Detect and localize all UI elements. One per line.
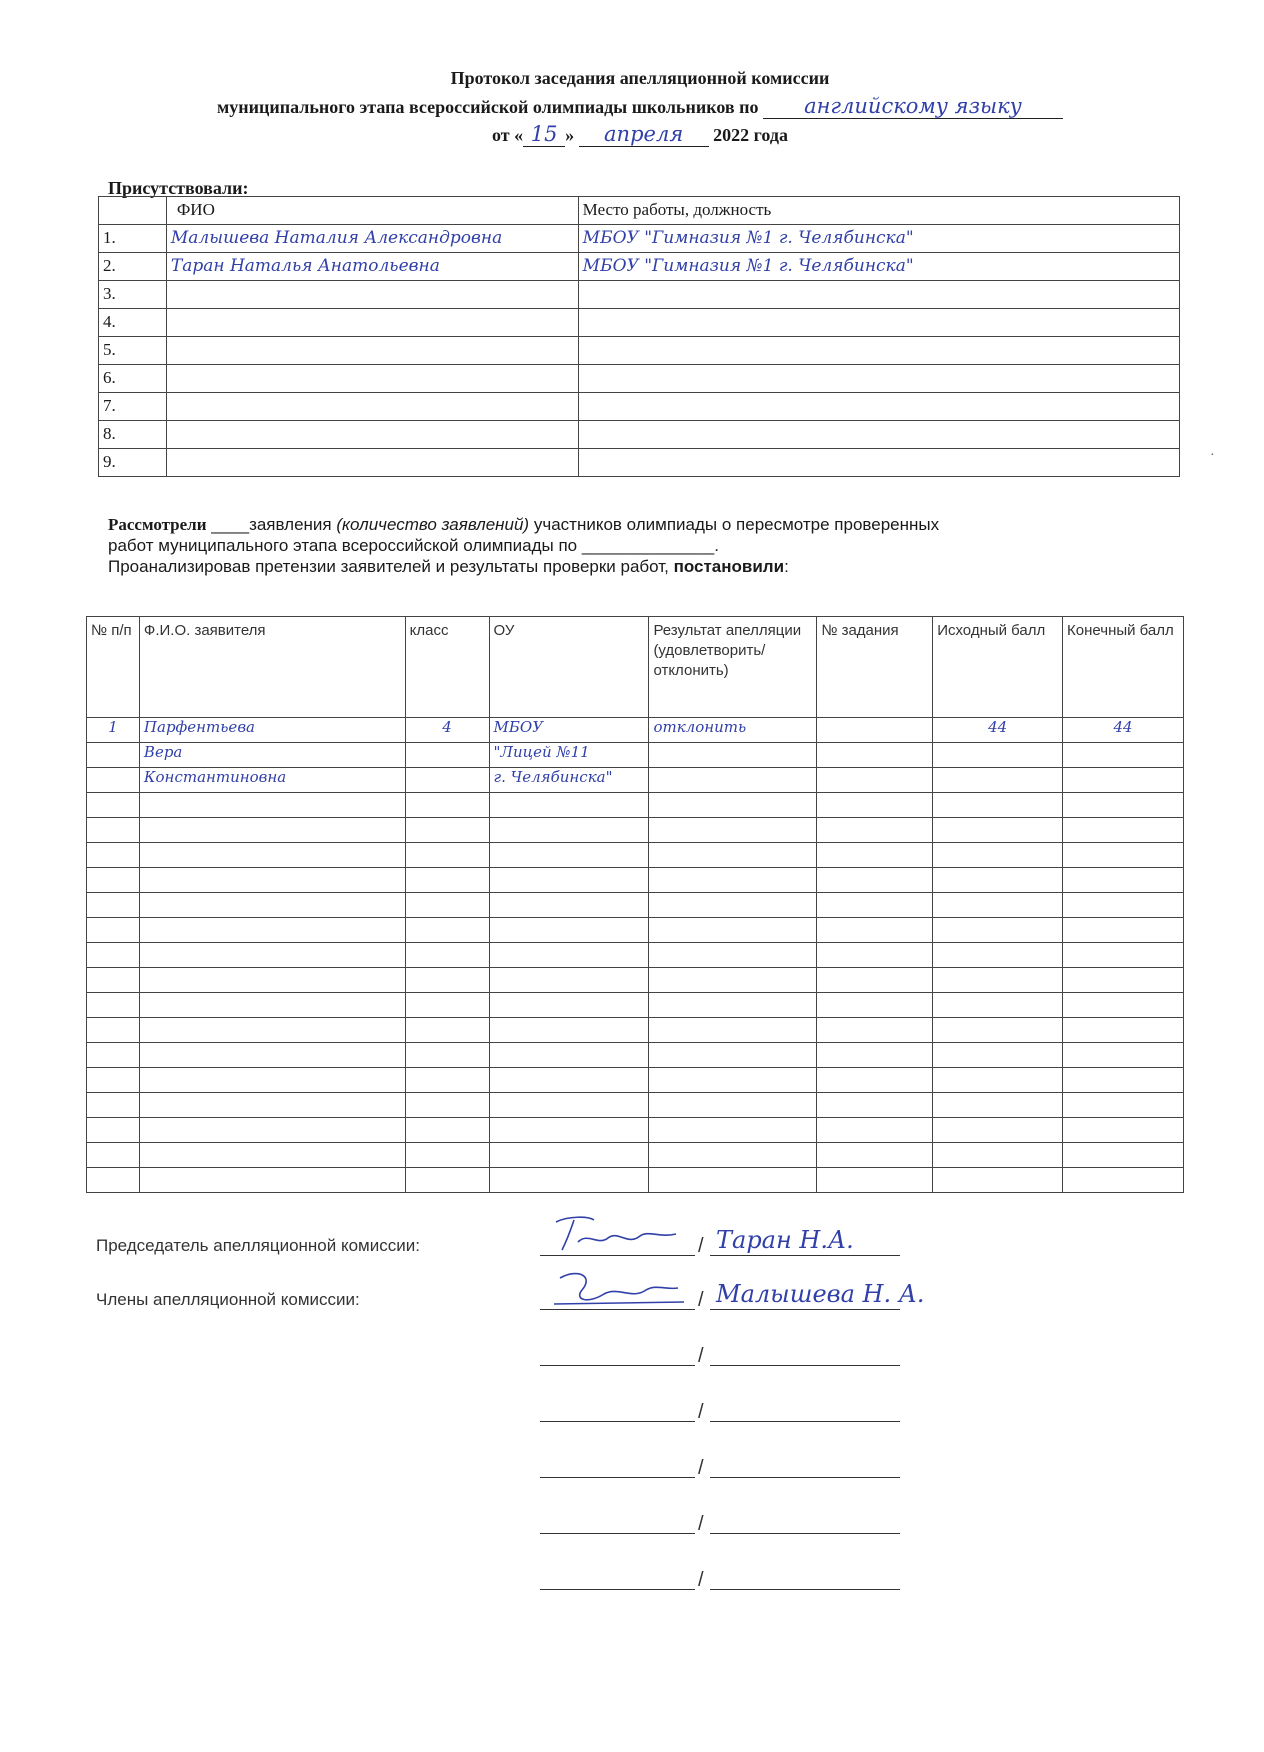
signature-separator: / — [698, 1513, 704, 1535]
appeals-cell — [489, 843, 649, 868]
chair-label: Председатель апелляционной комиссии: — [96, 1236, 420, 1255]
appeals-cell — [649, 1093, 817, 1118]
appeals-cell — [817, 1068, 933, 1093]
appeals-cell — [139, 1043, 405, 1068]
appeals-cell — [87, 1143, 140, 1168]
appeals-cell — [817, 1168, 933, 1193]
appeals-cell — [1063, 1093, 1184, 1118]
appeals-cell — [87, 768, 140, 793]
appeals-cell — [405, 868, 489, 893]
appeals-cell — [817, 743, 933, 768]
name-blank — [710, 1533, 900, 1534]
signature-separator: / — [698, 1569, 704, 1591]
present-row-work — [578, 281, 1179, 309]
present-row — [99, 421, 1180, 449]
appeals-cell — [87, 893, 140, 918]
appeals-cell — [649, 943, 817, 968]
present-row-work — [578, 421, 1179, 449]
appeals-header-cell: ОУ — [489, 617, 649, 718]
appeals-cell — [139, 793, 405, 818]
appeals-cell — [87, 1018, 140, 1043]
present-row-fio — [166, 281, 578, 309]
appeals-cell — [405, 1068, 489, 1093]
appeals-cell — [817, 893, 933, 918]
appeals-cell — [87, 793, 140, 818]
present-row-work — [578, 337, 1179, 365]
appeals-cell — [933, 943, 1063, 968]
appeals-cell — [649, 1043, 817, 1068]
signature-separator: / — [698, 1235, 704, 1257]
appeals-row — [87, 743, 1184, 768]
appeals-cell — [933, 1018, 1063, 1043]
appeals-cell — [933, 1068, 1063, 1093]
signature-line — [540, 1226, 900, 1256]
appeals-cell — [139, 868, 405, 893]
appeals-cell — [139, 893, 405, 918]
appeals-cell — [817, 1143, 933, 1168]
appeals-cell — [649, 868, 817, 893]
appeals-cell — [649, 743, 817, 768]
appeals-cell — [405, 893, 489, 918]
name-blank — [710, 1589, 900, 1590]
appeals-cell — [1063, 1118, 1184, 1143]
appeals-cell — [405, 1143, 489, 1168]
appeals-cell — [489, 993, 649, 1018]
appeals-row — [87, 818, 1184, 843]
appeals-cell — [489, 1143, 649, 1168]
appeals-cell — [1063, 918, 1184, 943]
appeals-cell — [817, 1043, 933, 1068]
appeals-cell — [405, 793, 489, 818]
appeals-row — [87, 768, 1184, 793]
signature-separator: / — [698, 1289, 704, 1311]
present-row-work — [578, 309, 1179, 337]
appeals-cell — [1063, 1143, 1184, 1168]
appeals-cell — [139, 993, 405, 1018]
appeals-cell — [405, 968, 489, 993]
present-row-number: 3. — [99, 281, 167, 309]
appeals-cell — [87, 1168, 140, 1193]
appeals-cell — [87, 968, 140, 993]
present-row — [99, 365, 1180, 393]
appeals-row — [87, 1118, 1184, 1143]
appeals-cell — [817, 943, 933, 968]
appeals-row — [87, 1018, 1184, 1043]
appeals-header-cell: Ф.И.О. заявителя — [139, 617, 405, 718]
name-blank — [710, 1421, 900, 1422]
appeals-row — [87, 993, 1184, 1018]
appeals-cell — [489, 1118, 649, 1143]
signature-separator: / — [698, 1401, 704, 1423]
appeals-cell — [1063, 793, 1184, 818]
name-blank — [710, 1309, 900, 1310]
appeals-cell — [489, 918, 649, 943]
appeals-cell — [649, 1018, 817, 1043]
appeals-cell — [817, 968, 933, 993]
present-row — [99, 281, 1180, 309]
name-blank — [710, 1365, 900, 1366]
appeals-cell — [933, 918, 1063, 943]
appeals-cell — [87, 943, 140, 968]
appeals-cell — [933, 868, 1063, 893]
appeals-cell — [649, 893, 817, 918]
appeals-cell — [1063, 743, 1184, 768]
appeals-cell — [649, 993, 817, 1018]
present-row-number: 4. — [99, 309, 167, 337]
present-row-work — [578, 393, 1179, 421]
appeals-cell — [405, 1118, 489, 1143]
appeals-cell — [139, 1118, 405, 1143]
appeals-cell — [1063, 943, 1184, 968]
appeals-cell — [87, 1118, 140, 1143]
appeals-header-cell: Результат апелляции (удовлетворить/ отклонить) — [649, 617, 817, 718]
appeals-header-cell: № задания — [817, 617, 933, 718]
appeals-header-cell: Исходный балл — [933, 617, 1063, 718]
handwritten-signature — [548, 1266, 688, 1310]
present-header-work: Место работы, должность — [578, 197, 1179, 225]
appeals-cell — [649, 1068, 817, 1093]
name-blank — [710, 1477, 900, 1478]
signature-blank — [540, 1533, 695, 1534]
appeals-header-cell: № п/п — [87, 617, 140, 718]
appeals-cell — [817, 768, 933, 793]
present-header-num — [99, 197, 167, 225]
appeals-cell — [933, 1118, 1063, 1143]
appeals-cell — [1063, 1018, 1184, 1043]
present-row-fio — [166, 449, 578, 477]
signature-line — [540, 1504, 900, 1534]
appeals-cell — [933, 768, 1063, 793]
appeals-cell: МБОУ — [489, 718, 649, 743]
appeals-cell: г. Челябинска" — [489, 768, 649, 793]
appeals-cell — [87, 843, 140, 868]
appeals-cell — [933, 843, 1063, 868]
appeals-header-cell: класс — [405, 617, 489, 718]
appeals-cell — [649, 793, 817, 818]
appeals-cell: 44 — [933, 718, 1063, 743]
appeals-cell — [1063, 1043, 1184, 1068]
appeals-cell — [489, 893, 649, 918]
appeals-cell — [817, 1093, 933, 1118]
title-date: от « 15 » апреля 2022 года — [492, 122, 788, 146]
appeals-cell — [817, 843, 933, 868]
present-row-fio: Малышева Наталия Александровна — [166, 225, 578, 253]
present-row-fio — [166, 421, 578, 449]
appeals-cell — [933, 793, 1063, 818]
appeals-cell — [649, 818, 817, 843]
present-row-work — [578, 365, 1179, 393]
appeals-cell — [405, 943, 489, 968]
appeals-cell — [933, 1143, 1063, 1168]
appeals-cell — [933, 1093, 1063, 1118]
appeals-cell — [1063, 843, 1184, 868]
appeals-cell — [1063, 993, 1184, 1018]
appeals-cell — [933, 1168, 1063, 1193]
date-day: 15 — [523, 122, 565, 147]
appeals-cell — [649, 768, 817, 793]
signature-line — [540, 1336, 900, 1366]
appeals-cell — [139, 1168, 405, 1193]
appeals-row — [87, 1168, 1184, 1193]
appeals-cell — [489, 1068, 649, 1093]
present-row-work: МБОУ "Гимназия №1 г. Челябинска" — [578, 253, 1179, 281]
considered-line-2: работ муниципального этапа всероссийской олимпиады по ______________. — [108, 536, 719, 555]
appeals-cell — [933, 1043, 1063, 1068]
appeals-cell — [87, 1068, 140, 1093]
signature-line — [540, 1392, 900, 1422]
appeals-cell — [933, 968, 1063, 993]
appeals-row — [87, 943, 1184, 968]
appeals-cell — [1063, 868, 1184, 893]
appeals-cell — [817, 1118, 933, 1143]
present-header-fio: ФИО — [166, 197, 578, 225]
appeals-cell — [405, 1093, 489, 1118]
present-row-fio — [166, 337, 578, 365]
appeals-cell — [405, 918, 489, 943]
present-row-number: 9. — [99, 449, 167, 477]
appeals-cell — [405, 1043, 489, 1068]
handwritten-signature — [548, 1212, 688, 1256]
appeals-cell — [139, 843, 405, 868]
signature-separator: / — [698, 1345, 704, 1367]
appeals-row — [87, 1143, 1184, 1168]
appeals-cell: 4 — [405, 718, 489, 743]
appeals-cell — [489, 818, 649, 843]
appeals-cell — [489, 793, 649, 818]
present-row-number: 7. — [99, 393, 167, 421]
appeals-cell — [933, 893, 1063, 918]
signature-blank — [540, 1421, 695, 1422]
appeals-cell: "Лицей №11 — [489, 743, 649, 768]
date-month: апреля — [579, 122, 709, 147]
present-row-number: 8. — [99, 421, 167, 449]
members-label: Члены апелляционной комиссии: — [96, 1290, 360, 1309]
appeals-cell — [405, 743, 489, 768]
appeals-cell — [405, 768, 489, 793]
appeals-cell — [139, 818, 405, 843]
present-row-fio — [166, 365, 578, 393]
present-row-work — [578, 449, 1179, 477]
appeals-row — [87, 1043, 1184, 1068]
appeals-row — [87, 868, 1184, 893]
appeals-cell — [405, 1168, 489, 1193]
considered-paragraph — [108, 514, 1158, 577]
appeals-cell — [139, 918, 405, 943]
signature-line — [540, 1448, 900, 1478]
title-line-1: Протокол заседания апелляционной комиссии — [450, 68, 830, 88]
appeals-cell — [1063, 818, 1184, 843]
appeals-row — [87, 1093, 1184, 1118]
present-row-number: 2. — [99, 253, 167, 281]
appeals-cell — [489, 868, 649, 893]
appeals-cell — [1063, 1168, 1184, 1193]
appeals-cell — [87, 818, 140, 843]
appeals-cell — [1063, 893, 1184, 918]
appeals-cell: Константиновна — [139, 768, 405, 793]
appeals-cell — [489, 1093, 649, 1118]
present-label: Присутствовали: — [108, 178, 249, 198]
appeals-cell — [649, 1143, 817, 1168]
title-line-2: муниципального этапа всероссийской олимпиады школьников по английскому языку — [120, 94, 1160, 119]
appeals-cell — [139, 1093, 405, 1118]
appeals-cell — [933, 818, 1063, 843]
present-row-number: 5. — [99, 337, 167, 365]
appeals-cell — [87, 993, 140, 1018]
appeals-cell — [649, 968, 817, 993]
present-header-row — [99, 197, 1180, 225]
appeals-row — [87, 793, 1184, 818]
appeals-cell — [933, 743, 1063, 768]
appeals-cell: Вера — [139, 743, 405, 768]
appeals-cell: отклонить — [649, 718, 817, 743]
signer-name: Малышева Н. А. — [716, 1280, 925, 1308]
appeals-cell: 44 — [1063, 718, 1184, 743]
appeals-cell — [489, 968, 649, 993]
appeals-cell — [649, 1168, 817, 1193]
appeals-row — [87, 893, 1184, 918]
appeals-cell — [817, 868, 933, 893]
subject-handwritten: английскому языку — [763, 94, 1063, 119]
appeals-cell — [649, 843, 817, 868]
appeals-cell — [405, 1018, 489, 1043]
appeals-cell — [87, 1043, 140, 1068]
appeals-cell — [405, 993, 489, 1018]
appeals-cell — [139, 1143, 405, 1168]
present-table — [98, 196, 1180, 477]
appeals-header-cell: Конечный балл — [1063, 617, 1184, 718]
appeals-cell — [1063, 1068, 1184, 1093]
present-row — [99, 253, 1180, 281]
appeals-cell — [139, 968, 405, 993]
appeals-cell — [817, 793, 933, 818]
appeals-row — [87, 1068, 1184, 1093]
appeals-cell — [1063, 768, 1184, 793]
appeals-cell — [87, 868, 140, 893]
appeals-cell — [489, 1168, 649, 1193]
present-row-number: 1. — [99, 225, 167, 253]
appeals-cell — [817, 1018, 933, 1043]
present-row-fio — [166, 309, 578, 337]
signature-line — [540, 1280, 925, 1311]
present-row — [99, 393, 1180, 421]
appeals-cell — [817, 918, 933, 943]
appeals-cell: 1 — [87, 718, 140, 743]
appeals-cell — [139, 943, 405, 968]
appeals-cell — [817, 818, 933, 843]
appeals-row — [87, 968, 1184, 993]
appeals-cell — [87, 743, 140, 768]
considered-line-1: Рассмотрели ____заявления (количество заявлений) участников олимпиады о пересмотре проверенных — [108, 515, 940, 534]
appeals-cell — [87, 1093, 140, 1118]
present-row — [99, 225, 1180, 253]
present-row-work: МБОУ "Гимназия №1 г. Челябинска" — [578, 225, 1179, 253]
present-row-fio — [166, 393, 578, 421]
appeals-cell — [1063, 968, 1184, 993]
appeals-cell — [489, 1043, 649, 1068]
appeals-cell — [817, 718, 933, 743]
appeals-table — [86, 616, 1184, 1193]
appeals-row — [87, 918, 1184, 943]
appeals-cell: Парфентьева — [139, 718, 405, 743]
appeals-cell — [649, 918, 817, 943]
appeals-cell — [489, 943, 649, 968]
appeals-cell — [649, 1118, 817, 1143]
signature-blank — [540, 1477, 695, 1478]
present-row-fio: Таран Наталья Анатольевна — [166, 253, 578, 281]
appeals-cell — [489, 1018, 649, 1043]
appeals-cell — [139, 1018, 405, 1043]
present-row — [99, 309, 1180, 337]
appeals-cell — [933, 993, 1063, 1018]
appeals-row — [87, 718, 1184, 743]
present-row-number: 6. — [99, 365, 167, 393]
appeals-cell — [139, 1068, 405, 1093]
signature-line — [540, 1560, 900, 1590]
appeals-cell — [405, 843, 489, 868]
name-blank — [710, 1255, 900, 1256]
scan-speck: · — [1210, 448, 1215, 463]
signer-name: Таран Н.А. — [716, 1226, 854, 1254]
appeals-cell — [87, 918, 140, 943]
appeals-cell — [817, 993, 933, 1018]
signature-blank — [540, 1365, 695, 1366]
present-row — [99, 449, 1180, 477]
appeals-row — [87, 843, 1184, 868]
signature-separator: / — [698, 1457, 704, 1479]
signature-blank — [540, 1589, 695, 1590]
present-row — [99, 337, 1180, 365]
considered-line-3: Проанализировав претензии заявителей и результаты проверки работ, постановили: — [108, 557, 789, 576]
appeals-cell — [405, 818, 489, 843]
appeals-header-row — [87, 617, 1184, 718]
